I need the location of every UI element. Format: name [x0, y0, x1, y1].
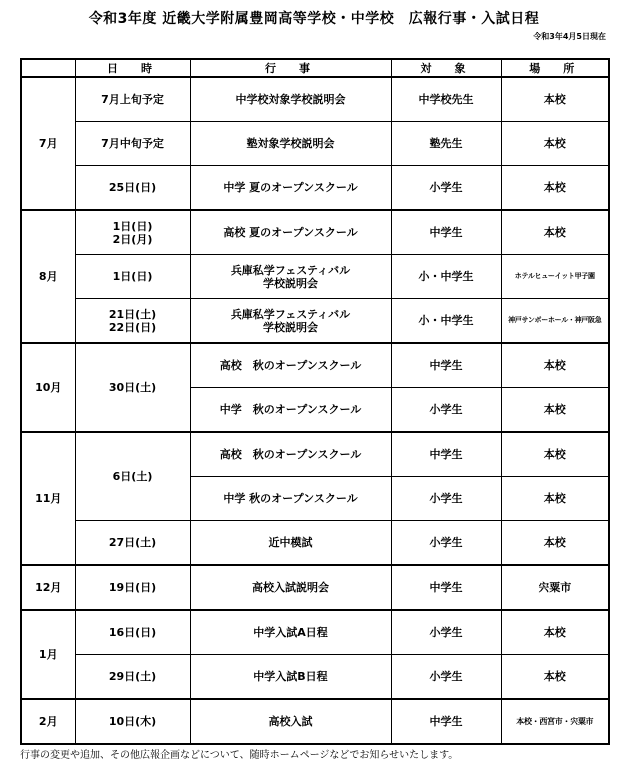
place-cell: 本校 — [501, 122, 609, 166]
event-cell: 中学 秋のオープンスクール — [190, 477, 391, 521]
month-cell: 8月 — [21, 210, 75, 343]
month-cell: 10月 — [21, 343, 75, 432]
table-row — [21, 655, 609, 700]
target-cell: 小学生 — [391, 655, 501, 700]
date-cell: 27日(土) — [75, 521, 190, 566]
event-cell: 中学 夏のオープンスクール — [190, 166, 391, 211]
table-row — [21, 166, 609, 211]
date-cell: 19日(日) — [75, 565, 190, 610]
event-cell: 中学校対象学校説明会 — [190, 77, 391, 122]
table-row — [21, 255, 609, 299]
place-cell: 本校 — [501, 77, 609, 122]
target-cell: 小・中学生 — [391, 255, 501, 299]
place-cell: 本校 — [501, 521, 609, 566]
event-cell: 高校 秋のオープンスクール — [190, 432, 391, 477]
target-cell: 小・中学生 — [391, 299, 501, 344]
place-cell: 神戸サンボーホール・神戸阪急 — [501, 299, 609, 344]
target-cell: 小学生 — [391, 610, 501, 655]
schedule-table — [20, 58, 610, 745]
month-cell: 2月 — [21, 699, 75, 744]
place-cell: ホテルヒューイット甲子園 — [501, 255, 609, 299]
place-cell: 本校 — [501, 166, 609, 211]
table-row — [21, 210, 609, 255]
place-cell: 本校 — [501, 210, 609, 255]
page-title: 令和3年度 近畿大学附属豊岡高等学校・中学校 広報行事・入試日程 — [88, 11, 540, 27]
header-month — [21, 59, 75, 77]
place-cell: 本校 — [501, 343, 609, 388]
table-row — [21, 521, 609, 566]
target-cell: 中学生 — [391, 432, 501, 477]
target-cell: 小学生 — [391, 521, 501, 566]
table-row — [21, 77, 609, 122]
as-of-date: 令和3年4月5日現在 — [533, 32, 606, 41]
event-cell: 高校 秋のオープンスクール — [190, 343, 391, 388]
date-cell: 30日(土) — [75, 343, 190, 432]
place-cell: 本校・西宮市・宍粟市 — [501, 699, 609, 744]
place-cell: 宍粟市 — [501, 565, 609, 610]
place-cell: 本校 — [501, 610, 609, 655]
footer-note: 行事の変更や追加、その他広報企画などについて、随時ホームページなどでお知らせいたします。 — [20, 750, 459, 761]
event-cell: 塾対象学校説明会 — [190, 122, 391, 166]
event-cell: 高校入試 — [190, 699, 391, 744]
header-event: 行 事 — [190, 59, 391, 77]
event-cell: 中学入試A日程 — [190, 610, 391, 655]
header-date: 日 時 — [75, 59, 190, 77]
place-cell: 本校 — [501, 655, 609, 700]
table-row — [21, 699, 609, 744]
date-cell: 7月上旬予定 — [75, 77, 190, 122]
date-cell: 1日(日) 2日(月) — [75, 210, 190, 255]
target-cell: 中学生 — [391, 343, 501, 388]
date-cell: 16日(日) — [75, 610, 190, 655]
place-cell: 本校 — [501, 432, 609, 477]
place-cell: 本校 — [501, 477, 609, 521]
target-cell: 中学校先生 — [391, 77, 501, 122]
date-cell: 1日(日) — [75, 255, 190, 299]
event-cell: 兵庫私学フェスティバル 学校説明会 — [190, 299, 391, 344]
event-cell: 兵庫私学フェスティバル 学校説明会 — [190, 255, 391, 299]
target-cell: 塾先生 — [391, 122, 501, 166]
date-cell: 29日(土) — [75, 655, 190, 700]
event-cell: 中学 秋のオープンスクール — [190, 388, 391, 433]
table-row — [21, 610, 609, 655]
date-cell: 7月中旬予定 — [75, 122, 190, 166]
event-cell: 中学入試B日程 — [190, 655, 391, 700]
event-cell: 近中模試 — [190, 521, 391, 566]
month-cell: 7月 — [21, 77, 75, 210]
target-cell: 中学生 — [391, 699, 501, 744]
target-cell: 小学生 — [391, 388, 501, 433]
table-header-row — [21, 59, 609, 77]
month-cell: 11月 — [21, 432, 75, 565]
target-cell: 中学生 — [391, 210, 501, 255]
date-cell: 6日(土) — [75, 432, 190, 521]
month-cell: 1月 — [21, 610, 75, 699]
target-cell: 中学生 — [391, 565, 501, 610]
place-cell: 本校 — [501, 388, 609, 433]
table-row — [21, 565, 609, 610]
table-row — [21, 432, 609, 477]
table-row — [21, 343, 609, 388]
month-cell: 12月 — [21, 565, 75, 610]
event-cell: 高校入試説明会 — [190, 565, 391, 610]
table-row — [21, 299, 609, 344]
target-cell: 小学生 — [391, 477, 501, 521]
date-cell: 25日(日) — [75, 166, 190, 211]
date-cell: 21日(土) 22日(日) — [75, 299, 190, 344]
target-cell: 小学生 — [391, 166, 501, 211]
header-target: 対 象 — [391, 59, 501, 77]
date-cell: 10日(木) — [75, 699, 190, 744]
table-row — [21, 122, 609, 166]
event-cell: 高校 夏のオープンスクール — [190, 210, 391, 255]
header-place: 場 所 — [501, 59, 609, 77]
